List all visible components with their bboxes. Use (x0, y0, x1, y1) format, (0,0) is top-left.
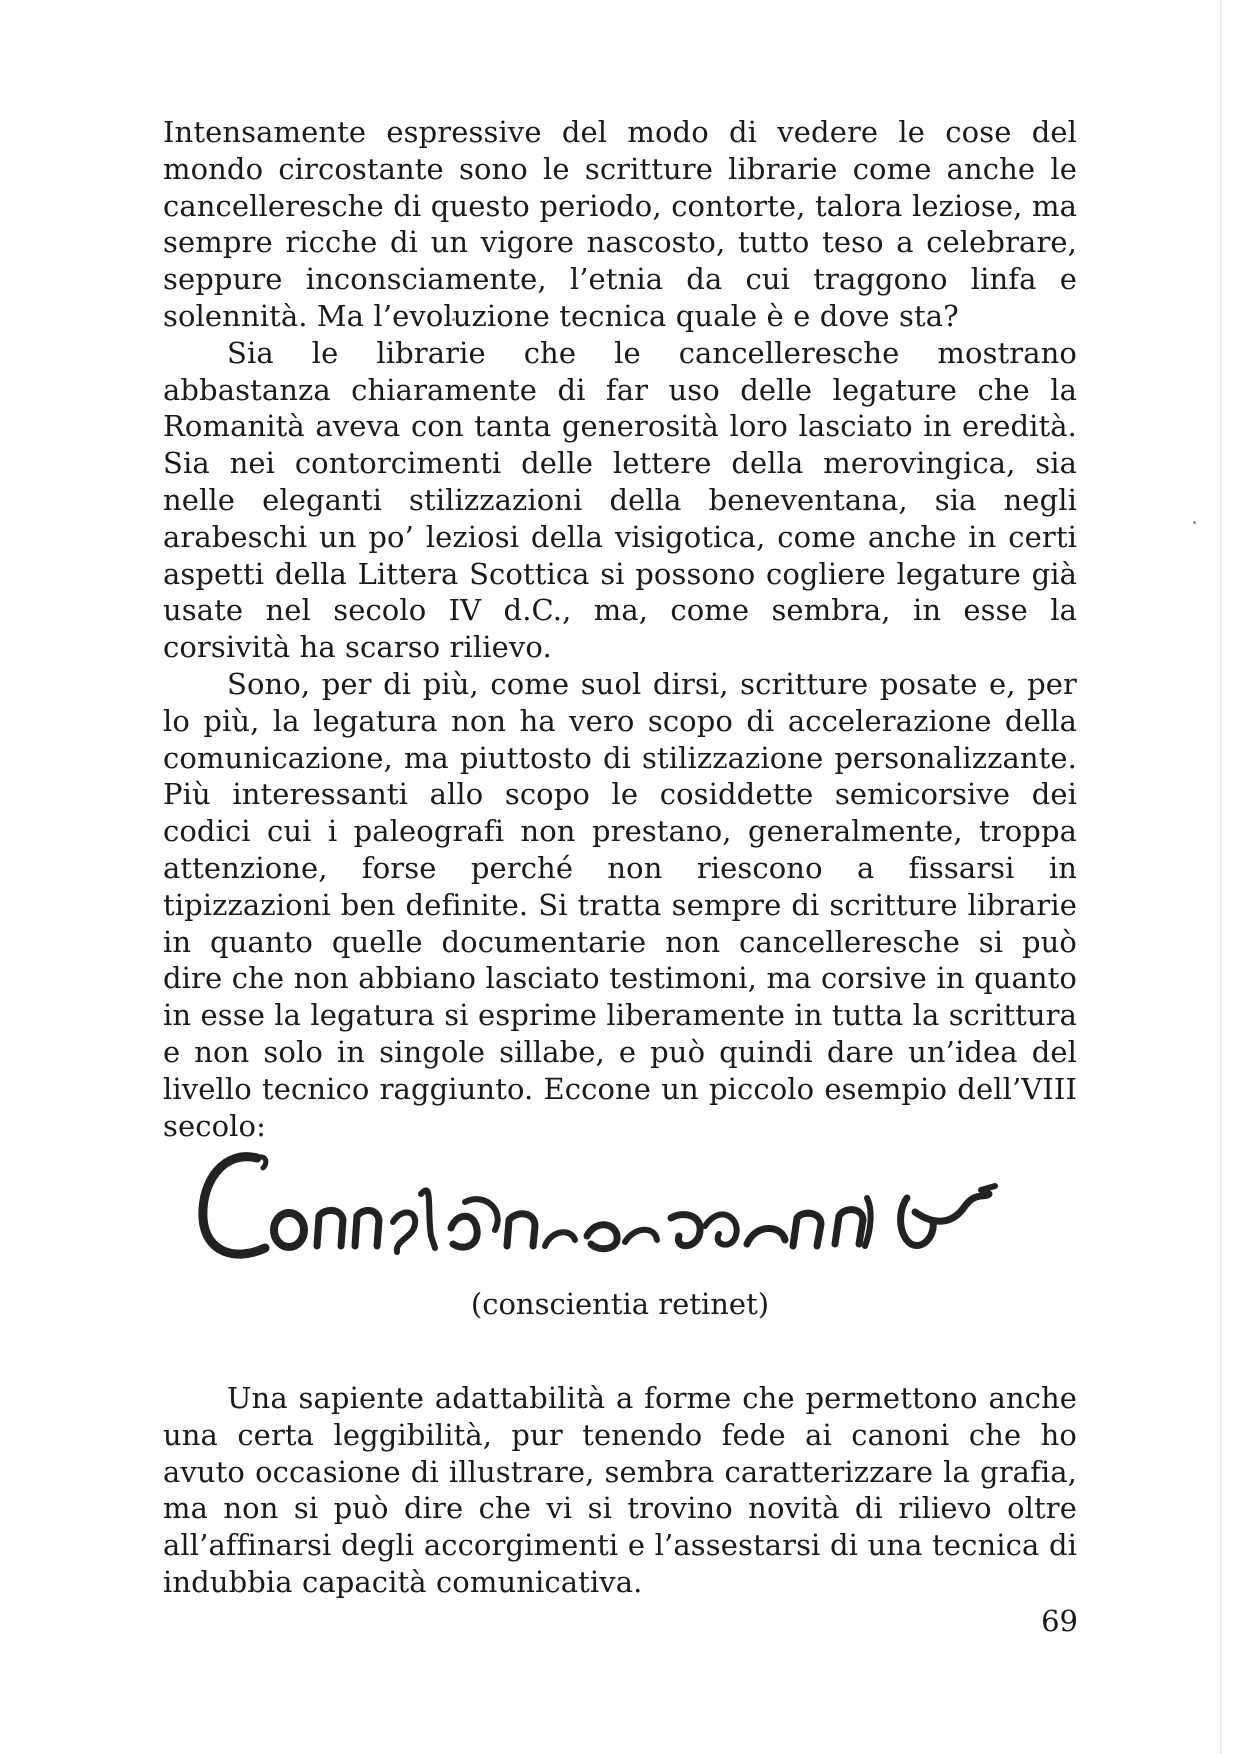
handwriting-specimen-image (195, 1140, 1055, 1270)
specimen-caption: (conscientia retinet) (470, 1287, 770, 1321)
paragraph-4: Una sapiente adattabilità a forme che permettono anche una certa leggibilità, pur tenendo fede ai canoni che ho avuto occasione di illustrare, sembra caratterizzare la grafia, ma non si può dire che vi si trovino novità di rilievo oltre all’affinarsi degli accorgimenti e l’assestarsi di una tecnica di indubbia capacità comunicativa. (163, 1381, 1077, 1599)
scan-speck (1193, 521, 1196, 524)
paragraph-3: Sono, per di più, come suol dirsi, scritture posate e, per lo più, la legatura non ha vero scopo di accelerazione della comunicazione, ma piuttosto di stilizzazione personalizzante. Più interessanti allo scopo le cosiddette semicorsive dei codici cui i paleografi non prestano, generalmente, troppa attenzione, forse perché non riescono a fissarsi in tipizzazioni ben definite. Si tratta sempre di scritture librarie in quanto quelle documentarie non cancelleresche si può dire che non abbiano lasciato testimoni, ma corsive in quanto in esse la legatura si esprime liberamente in tutta la scrittura e non solo in singole sillabe, e può quindi dare un’idea del livello tecnico raggiunto. Eccone un piccolo esempio dell’VIII secolo: (163, 666, 1077, 1143)
closing-text (163, 1380, 1077, 1601)
body-text (163, 114, 1077, 1144)
paragraph-2: Sia le librarie che le cancelleresche mostrano abbastanza chiaramente di far uso delle legature che la Romanità aveva con tanta generosità loro lasciato in eredità. Sia nei contorcimenti delle lettere della merovingica, sia nelle eleganti stilizzazioni della beneventana, sia negli arabeschi un po’ leziosi della visigotica, come anche in certi aspetti della Littera Scottica si possono cogliere legature già usate nel secolo IV d.C., ma, come sembra, in esse la corsività ha scarso rilievo. (163, 335, 1077, 665)
page-number: 69 (1041, 1604, 1078, 1638)
paragraph-1: Intensamente espressive del modo di vedere le cose del mondo circostante sono le scritture librarie come anche le cancelleresche di questo periodo, contorte, talora leziose, ma sempre ricche di un vigore nascosto, tutto teso a celebrare, seppure inconsciamente, l’etnia da cui traggono linfa e solennità. Ma l’evoluzione tecnica quale è e dove sta? (163, 115, 1077, 333)
page-edge (1220, 0, 1222, 1754)
